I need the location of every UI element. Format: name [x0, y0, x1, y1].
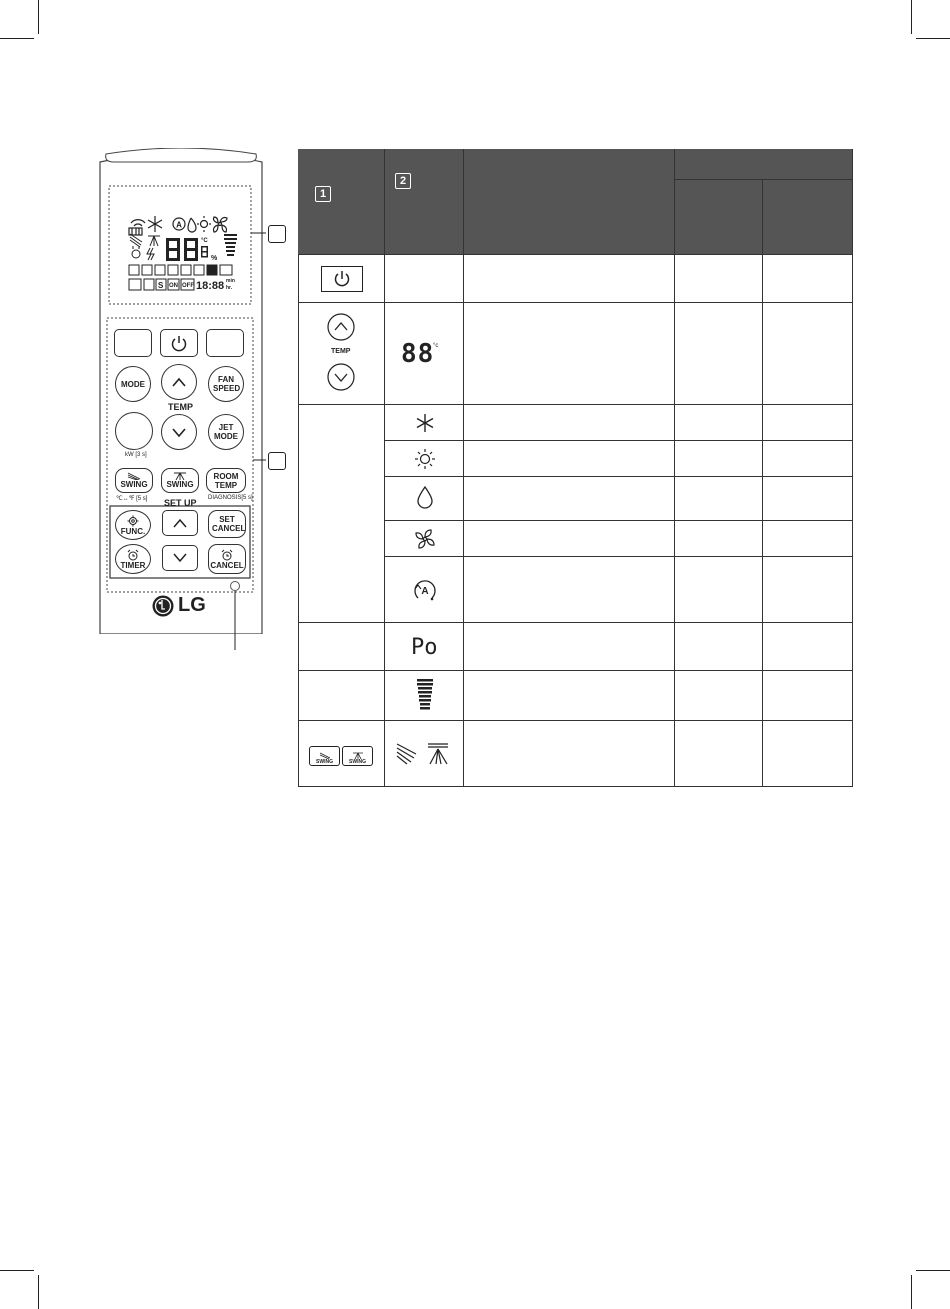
power-icon — [321, 266, 363, 292]
row-power-col2 — [385, 255, 464, 303]
svg-text:OFF: OFF — [182, 283, 194, 289]
setup-label: SET UP — [164, 498, 197, 508]
swing-left-label: SWING — [120, 480, 148, 489]
row-po-col5 — [763, 623, 853, 671]
diagnosis-sublabel: DIAGNOSIS[5 s] — [208, 495, 253, 501]
temp-label: TEMP — [168, 402, 194, 412]
kw-sublabel: kW [3 s] — [125, 452, 147, 458]
row-heat-col4 — [675, 441, 763, 477]
svg-text:ON: ON — [169, 283, 178, 289]
row-auto-col2 — [385, 557, 464, 623]
header-col2 — [385, 149, 464, 255]
sun-icon — [414, 448, 436, 470]
svg-text:A: A — [421, 586, 429, 597]
row-po-col1 — [298, 623, 385, 671]
room-temp-label: ROOM TEMP — [213, 471, 239, 490]
cancel-label: CANCEL — [210, 560, 244, 570]
display-unit: °c — [433, 343, 439, 349]
svg-text:A: A — [176, 220, 182, 230]
auto-mode-icon — [412, 577, 438, 603]
header-col5 — [763, 180, 853, 255]
swing-vertical-icon — [319, 752, 331, 759]
swing-vertical-mini-button: SWING — [309, 746, 340, 766]
crop-mark — [916, 1270, 950, 1271]
row-fan-col3 — [464, 521, 675, 557]
row-auto-col3 — [464, 557, 675, 623]
row-dry-col3 — [464, 477, 675, 521]
mode-label: MODE — [121, 379, 145, 389]
fan-speed-label: FAN SPEED — [213, 375, 241, 393]
row-auto-col5 — [763, 557, 853, 623]
set-cancel-label: SET CANCEL — [212, 515, 246, 533]
row-cool-col4 — [675, 405, 763, 441]
temp-label: TEMP — [331, 348, 351, 355]
row-temp-col3 — [464, 303, 675, 405]
row-swing-col2 — [385, 721, 464, 787]
lg-logo-text: LG — [178, 594, 206, 616]
row-heat-col5 — [763, 441, 853, 477]
snowflake-icon — [415, 413, 435, 433]
row-temp-col2 — [385, 303, 464, 405]
fan-icon — [414, 528, 436, 550]
droplet-icon — [417, 486, 433, 510]
row-swing-col1 — [298, 721, 385, 787]
swing-horizontal-mini-button: SWING — [342, 746, 373, 766]
row-fan-col2 — [385, 521, 464, 557]
row-temp-col5 — [763, 303, 853, 405]
svg-text:hr.: hr. — [226, 285, 233, 291]
jet-mode-label: JET MODE — [214, 423, 238, 441]
swing-right-label: SWING — [166, 480, 194, 489]
row-fanspeed-col4 — [675, 671, 763, 721]
cf-sublabel: ℃↔℉ [5 s] — [116, 496, 148, 502]
row-fan-col4 — [675, 521, 763, 557]
row-po-col4 — [675, 623, 763, 671]
row-fan-col5 — [763, 521, 853, 557]
crop-mark — [0, 1270, 34, 1271]
svg-text:°C: °C — [201, 238, 208, 244]
svg-text:18:88: 18:88 — [196, 280, 225, 292]
row-heat-col3 — [464, 441, 675, 477]
header-col1 — [298, 149, 385, 255]
display-88: 88 — [401, 339, 435, 369]
crop-mark — [911, 1275, 912, 1309]
row-swing-col3 — [464, 721, 675, 787]
row-po-col2 — [385, 623, 464, 671]
row-power-col3 — [464, 255, 675, 303]
row-fanspeed-col5 — [763, 671, 853, 721]
header-col45-top — [675, 149, 853, 180]
row-power-col1 — [298, 255, 385, 303]
po-display: Po — [411, 635, 438, 660]
row-dry-col4 — [675, 477, 763, 521]
svg-text:%: % — [211, 255, 218, 262]
svg-text:min: min — [226, 278, 235, 284]
function-table — [298, 149, 853, 787]
row-swing-col5 — [763, 721, 853, 787]
row-swing-col4 — [675, 721, 763, 787]
row-temp-col4 — [675, 303, 763, 405]
row-power-col4 — [675, 255, 763, 303]
swing-icons-pair — [396, 742, 452, 766]
row-fanspeed-col1 — [298, 671, 385, 721]
row-cool-col2 — [385, 405, 464, 441]
row-fanspeed-col3 — [464, 671, 675, 721]
fan-speed-bars-icon — [417, 679, 433, 713]
header-col3 — [464, 149, 675, 255]
row-dry-col5 — [763, 477, 853, 521]
row-mode-col1 — [298, 405, 385, 623]
row-power-col5 — [763, 255, 853, 303]
swing-horizontal-icon — [352, 752, 364, 759]
row-dry-col2 — [385, 477, 464, 521]
crop-mark — [38, 1275, 39, 1309]
row-cool-col5 — [763, 405, 853, 441]
lcd-callout-box — [268, 225, 286, 243]
func-label: FUNC. — [120, 526, 146, 536]
header-number-2: 2 — [395, 173, 411, 189]
row-auto-col4 — [675, 557, 763, 623]
header-col4 — [675, 180, 763, 255]
svg-text:S: S — [158, 281, 164, 290]
row-fanspeed-col2 — [385, 671, 464, 721]
row-heat-col2 — [385, 441, 464, 477]
row-temp-col1 — [298, 303, 385, 405]
row-po-col3 — [464, 623, 675, 671]
buttons-callout-box — [268, 452, 286, 470]
header-number-1: 1 — [315, 186, 331, 202]
row-cool-col3 — [464, 405, 675, 441]
timer-label: TIMER — [120, 560, 146, 570]
